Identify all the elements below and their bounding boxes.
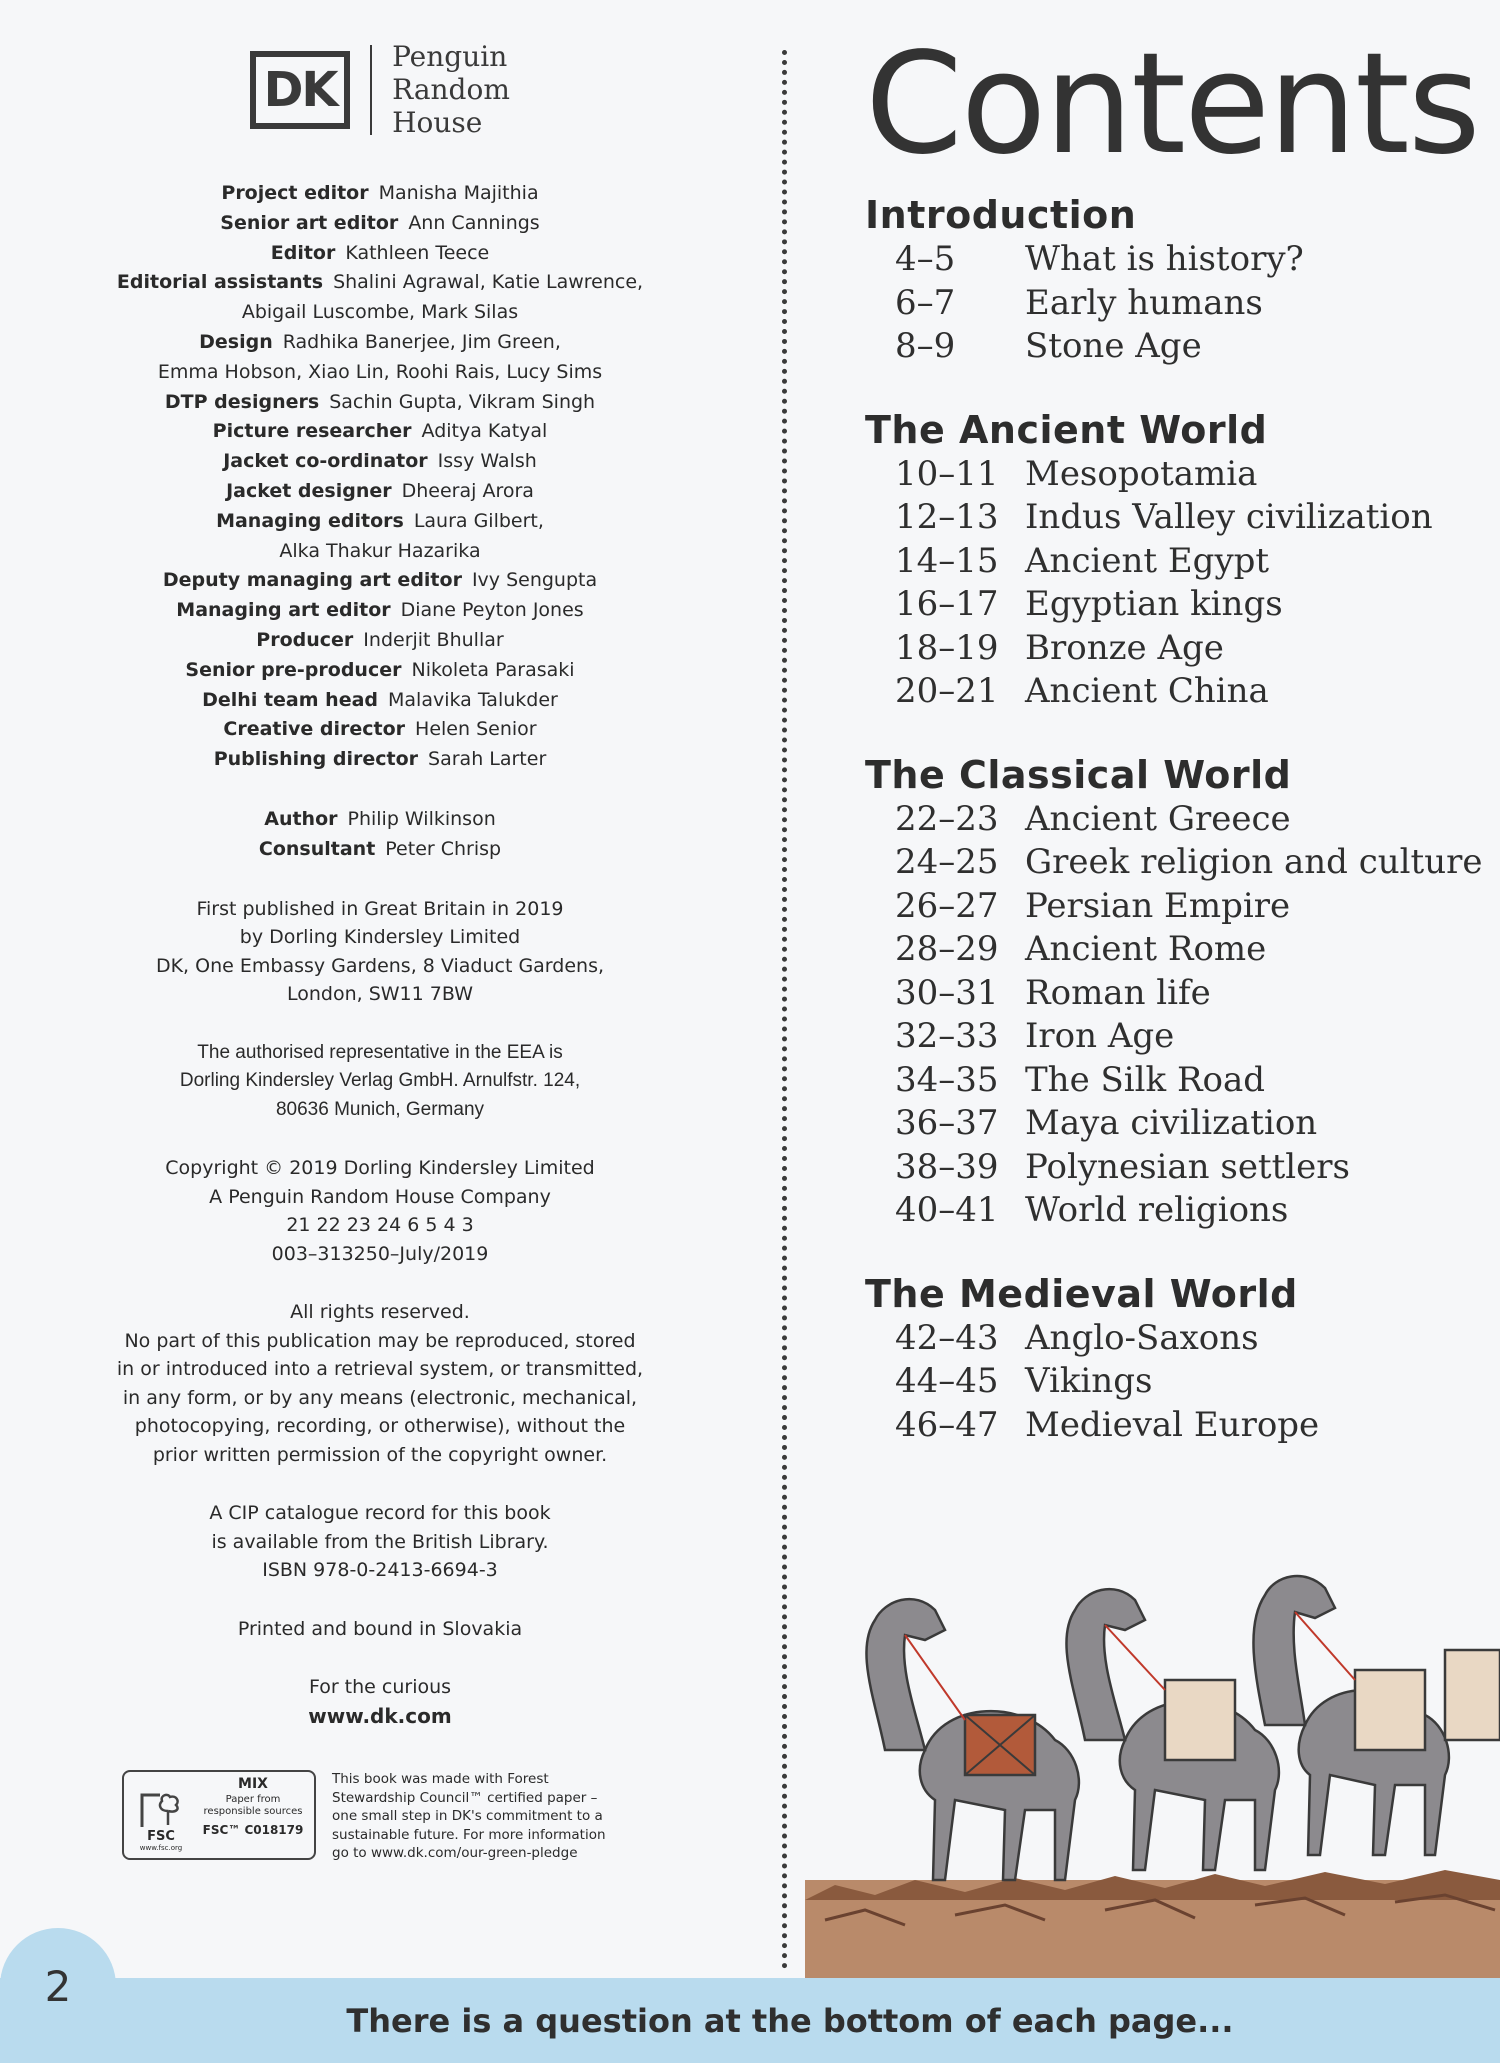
toc-page-range: 18–19 bbox=[895, 627, 999, 668]
credit-role: Senior art editor bbox=[220, 211, 399, 234]
credit-role: Senior pre-producer bbox=[185, 658, 402, 681]
toc-page-range: 46–47 bbox=[895, 1404, 999, 1445]
eea-representative-block bbox=[100, 1039, 660, 1125]
credit-line bbox=[100, 477, 660, 507]
first-published-block bbox=[100, 895, 660, 1009]
credit-role: Jacket co-ordinator bbox=[223, 450, 428, 473]
credit-role: Managing art editor bbox=[176, 599, 391, 622]
credit-line bbox=[100, 298, 660, 328]
logo-divider bbox=[370, 45, 372, 135]
credit-role: Editorial assistants bbox=[116, 271, 324, 294]
credit-role: Creative director bbox=[223, 718, 406, 741]
credit-line bbox=[100, 239, 660, 269]
cip-block bbox=[100, 1499, 660, 1585]
credit-role: Producer bbox=[256, 628, 354, 651]
text-line: London, SW11 7BW bbox=[286, 983, 474, 1006]
credit-names: Emma Hobson, Xiao Lin, Roohi Rais, Lucy Sims bbox=[157, 360, 603, 383]
text-line: photocopying, recording, or otherwise), without the bbox=[134, 1415, 626, 1438]
table-of-contents bbox=[865, 192, 1500, 1447]
toc-entry-title: World religions bbox=[1025, 1190, 1289, 1230]
copyright-block bbox=[100, 1154, 660, 1268]
credit-names: Ann Cannings bbox=[408, 211, 540, 234]
credit-line bbox=[100, 596, 660, 626]
toc-entry[interactable] bbox=[865, 885, 1500, 929]
credit-names: Abigail Luscombe, Mark Silas bbox=[241, 301, 519, 324]
text-line: in or introduced into a retrieval system, or transmitted, bbox=[116, 1358, 644, 1381]
toc-entry[interactable] bbox=[865, 1317, 1500, 1361]
credit-names: Inderjit Bhullar bbox=[363, 628, 504, 651]
toc-entry-title: Roman life bbox=[1025, 972, 1211, 1013]
text-line: Dorling Kindersley Verlag GmbH. Arnulfstr. 124, bbox=[179, 1070, 581, 1092]
toc-entry[interactable] bbox=[865, 496, 1500, 540]
credit-line bbox=[100, 686, 660, 716]
text-line: ISBN 978-0-2413-6694-3 bbox=[262, 1559, 498, 1582]
credit-line bbox=[100, 447, 660, 477]
toc-entry-title: Persian Empire bbox=[1025, 885, 1291, 926]
text-line: by Dorling Kindersley Limited bbox=[239, 926, 521, 949]
toc-entry-title: Ancient Egypt bbox=[1025, 540, 1270, 581]
credit-names: Diane Peyton Jones bbox=[400, 599, 584, 622]
footer-question-bar bbox=[0, 1978, 1500, 2063]
toc-entry-title: Maya civilization bbox=[1025, 1103, 1318, 1143]
credit-line bbox=[100, 835, 660, 865]
text-line: First published in Great Britain in 2019 bbox=[196, 897, 564, 920]
toc-entry-title: Egyptian kings bbox=[1025, 584, 1283, 624]
credit-role: Publishing director bbox=[213, 748, 419, 771]
toc-entry[interactable] bbox=[865, 583, 1500, 627]
text-line: prior written permission of the copyright owner. bbox=[152, 1443, 608, 1466]
credit-names: Ivy Sengupta bbox=[471, 569, 598, 592]
page-divider bbox=[782, 50, 787, 1970]
credit-role: Deputy managing art editor bbox=[162, 569, 462, 592]
toc-page-range: 36–37 bbox=[895, 1103, 999, 1143]
credit-role: Editor bbox=[270, 241, 336, 264]
credit-line bbox=[100, 537, 660, 567]
credit-line bbox=[100, 388, 660, 418]
credit-role: Design bbox=[199, 330, 273, 353]
text-line: DK, One Embassy Gardens, 8 Viaduct Gardens, bbox=[155, 954, 605, 977]
credit-names: Dheeraj Arora bbox=[401, 479, 534, 502]
toc-section bbox=[865, 192, 1500, 369]
printed-line: Printed and bound in Slovakia bbox=[237, 1617, 523, 1640]
fsc-certification bbox=[122, 1770, 660, 1863]
text-line: A Penguin Random House Company bbox=[209, 1185, 551, 1208]
toc-entry[interactable] bbox=[865, 670, 1500, 714]
toc-entry-title: Ancient China bbox=[1025, 671, 1269, 711]
toc-page-range: 32–33 bbox=[895, 1016, 999, 1056]
credit-line bbox=[100, 328, 660, 358]
fsc-badge: FSC www.fsc.org MIX Paper from responsible sources FSC™ C018179 bbox=[122, 1770, 316, 1860]
credit-names: Nikoleta Parasaki bbox=[411, 658, 575, 681]
credit-names: Manisha Majithia bbox=[378, 182, 539, 204]
toc-section bbox=[865, 407, 1500, 714]
toc-page-range: 34–35 bbox=[895, 1059, 999, 1100]
toc-entry[interactable] bbox=[865, 282, 1500, 326]
credit-role: Consultant bbox=[258, 837, 376, 860]
dk-logo: DK bbox=[250, 51, 350, 129]
author-credits bbox=[100, 805, 660, 865]
credit-names: Peter Chrisp bbox=[385, 837, 502, 860]
publisher-logo bbox=[100, 40, 660, 139]
credit-role: Project editor bbox=[221, 182, 369, 204]
toc-page-range: 14–15 bbox=[895, 540, 999, 581]
credit-names: Helen Senior bbox=[415, 718, 537, 741]
toc-entry[interactable] bbox=[865, 540, 1500, 584]
page-number-badge: 2 bbox=[0, 1928, 116, 2044]
toc-entry[interactable] bbox=[865, 1102, 1500, 1146]
credit-names: Radhika Banerjee, Jim Green, bbox=[282, 330, 561, 353]
credit-names: Shalini Agrawal, Katie Lawrence, bbox=[333, 271, 644, 294]
credit-line bbox=[100, 179, 660, 209]
contents-title: Contents bbox=[865, 23, 1479, 186]
text-line: All rights reserved. bbox=[290, 1301, 470, 1324]
toc-page-range: 8–9 bbox=[895, 326, 956, 366]
toc-entry-title: Mesopotamia bbox=[1025, 453, 1258, 494]
toc-section-title: The Ancient World bbox=[865, 407, 1268, 452]
toc-entry[interactable] bbox=[865, 798, 1500, 842]
credit-line bbox=[100, 805, 660, 835]
toc-entry[interactable] bbox=[865, 1189, 1500, 1233]
toc-page-range: 40–41 bbox=[895, 1190, 999, 1230]
text-line: in any form, or by any means (electronic, mechanical, bbox=[122, 1386, 638, 1409]
credits-list bbox=[100, 179, 660, 775]
toc-entry-title: Indus Valley civilization bbox=[1025, 497, 1433, 537]
credit-names: Philip Wilkinson bbox=[347, 807, 496, 830]
credit-names: Malavika Talukder bbox=[388, 688, 558, 711]
toc-page-range: 6–7 bbox=[895, 282, 956, 323]
toc-entry-title: Ancient Greece bbox=[1025, 798, 1291, 839]
toc-page-range: 10–11 bbox=[895, 453, 999, 494]
toc-entry-title: Polynesian settlers bbox=[1025, 1146, 1350, 1187]
text-line: No part of this publication may be reproduced, stored bbox=[124, 1329, 636, 1352]
toc-entry[interactable] bbox=[865, 1360, 1500, 1404]
toc-entry[interactable] bbox=[865, 453, 1500, 497]
credit-names: Kathleen Teece bbox=[345, 241, 490, 264]
toc-entry-title: Iron Age bbox=[1025, 1016, 1175, 1056]
toc-entry-title: Medieval Europe bbox=[1025, 1404, 1320, 1445]
toc-entry-title: Stone Age bbox=[1025, 326, 1202, 366]
toc-entry-title: Greek religion and culture bbox=[1025, 842, 1483, 882]
toc-entry-title: Anglo-Saxons bbox=[1025, 1317, 1259, 1358]
toc-entry[interactable] bbox=[865, 972, 1500, 1016]
rights-block bbox=[100, 1298, 660, 1469]
credit-role: Jacket designer bbox=[226, 479, 392, 502]
credit-names: Alka Thakur Hazarika bbox=[279, 539, 481, 562]
toc-section-title: Introduction bbox=[865, 193, 1137, 237]
credit-names: Issy Walsh bbox=[437, 450, 537, 473]
toc-page-range: 16–17 bbox=[895, 584, 999, 624]
toc-page-range: 38–39 bbox=[895, 1146, 999, 1187]
toc-page-range: 22–23 bbox=[895, 798, 999, 839]
text-line: 21 22 23 24 6 5 4 3 bbox=[286, 1214, 474, 1237]
toc-entry[interactable] bbox=[865, 1015, 1500, 1059]
toc-page-range: 44–45 bbox=[895, 1361, 999, 1401]
toc-entry[interactable] bbox=[865, 325, 1500, 369]
text-line: A CIP catalogue record for this book bbox=[209, 1502, 551, 1525]
toc-entry-title: What is history? bbox=[1025, 239, 1304, 279]
credit-line bbox=[100, 209, 660, 239]
credit-line bbox=[100, 656, 660, 686]
imprint-column bbox=[100, 40, 660, 1863]
toc-section bbox=[865, 752, 1500, 1233]
credit-role: Delhi team head bbox=[202, 688, 379, 711]
toc-page-range: 20–21 bbox=[895, 671, 999, 711]
fsc-note: This book was made with Forest Stewardship Council™ certified paper – one small step in DK's commitment to a sustainable future. For more information go to www.dk.com/our-green-pledge bbox=[332, 1771, 606, 1862]
toc-entry-title: Vikings bbox=[1025, 1361, 1153, 1401]
toc-entry[interactable] bbox=[865, 1059, 1500, 1103]
toc-page-range: 4–5 bbox=[895, 239, 956, 279]
credit-line bbox=[100, 626, 660, 656]
toc-entry-title: Bronze Age bbox=[1025, 627, 1224, 668]
toc-entry[interactable] bbox=[865, 1404, 1500, 1448]
credit-line bbox=[100, 358, 660, 388]
website-link[interactable]: www.dk.com bbox=[308, 1703, 452, 1728]
contents-column bbox=[865, 23, 1500, 1485]
credit-names: Sarah Larter bbox=[428, 748, 547, 771]
credit-names: Aditya Katyal bbox=[421, 420, 548, 443]
toc-entry-title: Early humans bbox=[1025, 282, 1263, 323]
fsc-tree-icon: FSC www.fsc.org bbox=[130, 1778, 192, 1852]
footer-question: There is a question at the bottom of each page... bbox=[346, 2001, 1234, 2040]
text-line: 80636 Munich, Germany bbox=[275, 1098, 485, 1120]
credit-line bbox=[100, 268, 660, 298]
credit-line bbox=[100, 715, 660, 745]
credit-names: Laura Gilbert, bbox=[413, 509, 544, 532]
toc-entry[interactable] bbox=[865, 1146, 1500, 1190]
toc-page-range: 28–29 bbox=[895, 929, 999, 969]
credit-line bbox=[100, 566, 660, 596]
toc-section-title: The Classical World bbox=[865, 752, 1292, 797]
toc-entry[interactable] bbox=[865, 627, 1500, 671]
toc-entry[interactable] bbox=[865, 238, 1500, 282]
toc-entry-title: Ancient Rome bbox=[1025, 929, 1267, 969]
toc-entry-title: The Silk Road bbox=[1025, 1059, 1266, 1100]
credit-names: Sachin Gupta, Vikram Singh bbox=[329, 390, 596, 413]
text-line: 003–313250–July/2019 bbox=[271, 1242, 489, 1265]
toc-section-title: The Medieval World bbox=[865, 1271, 1298, 1316]
toc-entry[interactable] bbox=[865, 928, 1500, 972]
credit-line bbox=[100, 507, 660, 537]
toc-page-range: 24–25 bbox=[895, 842, 999, 882]
credit-role: Picture researcher bbox=[212, 420, 412, 443]
credit-role: Author bbox=[264, 807, 338, 830]
credit-role: Managing editors bbox=[216, 509, 404, 532]
text-line: is available from the British Library. bbox=[211, 1530, 549, 1553]
toc-page-range: 42–43 bbox=[895, 1317, 999, 1358]
penguin-random-house-logo: Penguin Random House bbox=[392, 40, 510, 139]
credit-role: DTP designers bbox=[164, 390, 320, 413]
curious-tagline: For the curious bbox=[308, 1676, 452, 1699]
text-line: Copyright © 2019 Dorling Kindersley Limited bbox=[165, 1157, 595, 1180]
toc-page-range: 30–31 bbox=[895, 972, 999, 1013]
credit-line bbox=[100, 745, 660, 775]
text-line: The authorised representative in the EEA is bbox=[197, 1041, 563, 1063]
toc-page-range: 12–13 bbox=[895, 497, 999, 537]
toc-section bbox=[865, 1271, 1500, 1448]
toc-page-range: 26–27 bbox=[895, 885, 999, 926]
toc-entry[interactable] bbox=[865, 841, 1500, 885]
camel-caravan-illustration bbox=[805, 1500, 1500, 1980]
credit-line bbox=[100, 417, 660, 447]
